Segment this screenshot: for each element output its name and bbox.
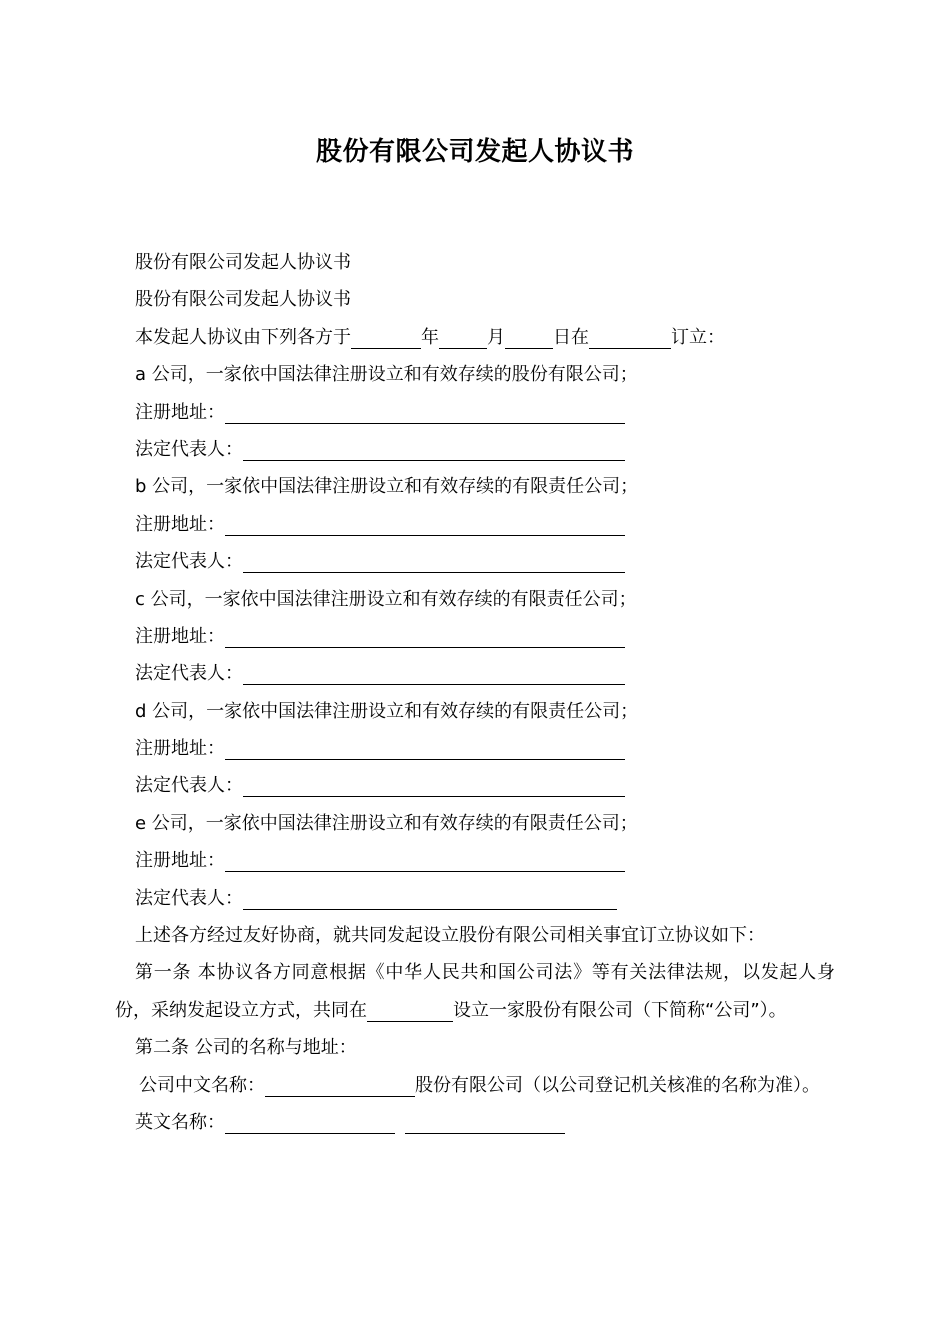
party-c-line: c 公司，一家依中国法律注册设立和有效存续的有限责任公司； — [135, 588, 637, 610]
day-blank — [505, 324, 553, 349]
rep-label: 法定代表人： — [135, 551, 243, 573]
day-label: 日在 — [553, 326, 589, 348]
address-blank — [225, 847, 625, 872]
address-blank — [225, 735, 625, 760]
month-label: 月 — [487, 326, 505, 348]
en-name-blank-2 — [405, 1109, 565, 1134]
party-e-address — [115, 842, 835, 879]
address-label: 注册地址： — [135, 401, 225, 423]
rep-blank — [243, 436, 625, 461]
rep-label: 法定代表人： — [135, 438, 243, 460]
party-b-address — [115, 506, 835, 543]
address-label: 注册地址： — [135, 625, 225, 647]
article-1 — [115, 954, 835, 1029]
party-b-rep — [115, 543, 835, 580]
rep-label: 法定代表人： — [135, 887, 243, 909]
party-a-address — [115, 394, 835, 431]
party-c-rep — [115, 655, 835, 692]
article-1-text-end: 设立一家股份有限公司（下简称“公司”）。 — [453, 999, 787, 1021]
document-body — [115, 244, 835, 1141]
intro-end: 订立： — [671, 326, 725, 348]
rep-label: 法定代表人： — [135, 663, 243, 685]
rep-blank — [243, 548, 625, 573]
address-blank — [225, 511, 625, 536]
party-c-address — [115, 618, 835, 655]
address-blank — [225, 399, 625, 424]
month-blank — [439, 324, 487, 349]
party-d-rep — [115, 767, 835, 804]
party-e-line: e 公司，一家依中国法律注册设立和有效存续的有限责任公司； — [135, 812, 638, 834]
document-title: 股份有限公司发起人协议书 — [315, 137, 634, 167]
year-label: 年 — [421, 326, 439, 348]
address-label: 注册地址： — [135, 850, 225, 872]
address-blank — [225, 623, 625, 648]
address-label: 注册地址： — [135, 513, 225, 535]
rep-blank — [243, 885, 617, 910]
cn-name-text: 股份有限公司（以公司登记机关核准的名称为准）。 — [415, 1074, 820, 1096]
party-e-rep — [115, 880, 835, 917]
article-1-text: 第一条 本协议各方同意根据《中华人民共和国公司法》等有关法律法规，以发起人身份，采纳发起设立方式，共同在 — [115, 962, 835, 1021]
en-name-line — [115, 1104, 835, 1141]
rep-blank — [243, 660, 625, 685]
intro-line — [115, 319, 835, 356]
en-name-blank-1 — [225, 1109, 395, 1134]
party-d-address — [115, 730, 835, 767]
cn-name-paragraph — [115, 1067, 835, 1104]
subtitle-line-1: 股份有限公司发起人协议书 — [135, 252, 351, 273]
address-label: 注册地址： — [135, 738, 225, 760]
city-blank — [367, 997, 453, 1022]
cn-name-blank — [265, 1072, 415, 1097]
party-a-line: a 公司，一家依中国法律注册设立和有效存续的股份有限公司； — [135, 364, 638, 386]
cn-name-label: 公司中文名称： — [139, 1074, 265, 1096]
article-2: 第二条 公司的名称与地址： — [135, 1037, 357, 1059]
place-blank — [589, 324, 671, 349]
en-name-label: 英文名称： — [135, 1112, 225, 1134]
party-a-rep — [115, 431, 835, 468]
intro-text: 本发起人协议由下列各方于 — [135, 326, 351, 348]
party-d-line: d 公司，一家依中国法律注册设立和有效存续的有限责任公司； — [135, 700, 639, 722]
party-b-line: b 公司，一家依中国法律注册设立和有效存续的有限责任公司； — [135, 476, 639, 498]
negotiation-line: 上述各方经过友好协商，就共同发起设立股份有限公司相关事宜订立协议如下： — [135, 925, 765, 947]
rep-blank — [243, 772, 625, 797]
year-blank — [351, 324, 421, 349]
rep-label: 法定代表人： — [135, 775, 243, 797]
subtitle-line-2: 股份有限公司发起人协议书 — [135, 289, 351, 311]
